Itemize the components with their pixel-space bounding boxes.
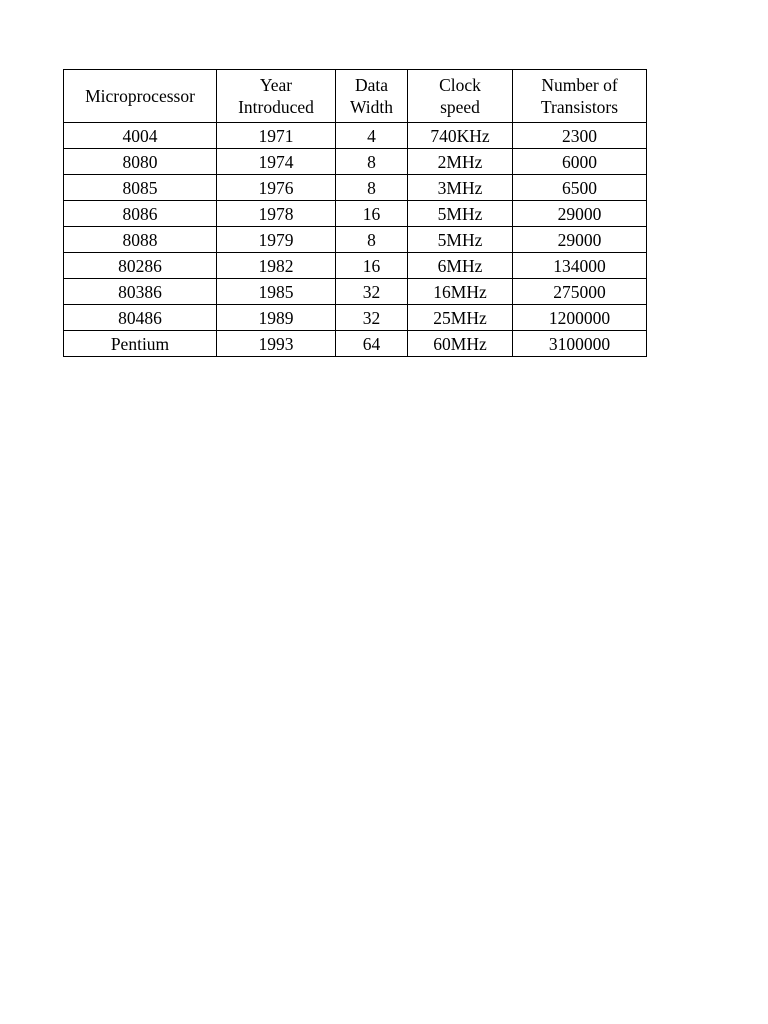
- cell-year: 1974: [217, 149, 336, 175]
- cell-clock-speed: 3MHz: [408, 175, 513, 201]
- table-row: [64, 175, 647, 201]
- table-row: [64, 305, 647, 331]
- header-year-introduced-line-1: Year: [259, 75, 293, 95]
- cell-clock-speed: 60MHz: [408, 331, 513, 357]
- cell-data-width: 16: [336, 201, 408, 227]
- microprocessor-table: [63, 69, 647, 357]
- cell-microprocessor: Pentium: [64, 331, 217, 357]
- header-year-introduced-line-2: Introduced: [238, 97, 314, 117]
- cell-year: 1982: [217, 253, 336, 279]
- cell-transistors: 134000: [513, 253, 647, 279]
- cell-year: 1989: [217, 305, 336, 331]
- cell-year: 1978: [217, 201, 336, 227]
- cell-data-width: 8: [336, 149, 408, 175]
- table-row: [64, 149, 647, 175]
- cell-year: 1971: [217, 123, 336, 149]
- cell-microprocessor: 80386: [64, 279, 217, 305]
- cell-year: 1979: [217, 227, 336, 253]
- table-row: [64, 201, 647, 227]
- cell-data-width: 16: [336, 253, 408, 279]
- cell-transistors: 29000: [513, 201, 647, 227]
- cell-microprocessor: 8088: [64, 227, 217, 253]
- header-microprocessor-line: Microprocessor: [85, 86, 195, 106]
- cell-microprocessor: 8085: [64, 175, 217, 201]
- header-microprocessor: [64, 70, 217, 123]
- cell-clock-speed: 5MHz: [408, 227, 513, 253]
- cell-data-width: 8: [336, 175, 408, 201]
- cell-clock-speed: 2MHz: [408, 149, 513, 175]
- cell-transistors: 2300: [513, 123, 647, 149]
- cell-clock-speed: 5MHz: [408, 201, 513, 227]
- cell-microprocessor: 8080: [64, 149, 217, 175]
- table-row: [64, 227, 647, 253]
- cell-transistors: 1200000: [513, 305, 647, 331]
- cell-data-width: 8: [336, 227, 408, 253]
- cell-data-width: 4: [336, 123, 408, 149]
- table-header-row: [64, 70, 647, 123]
- cell-microprocessor: 80286: [64, 253, 217, 279]
- header-year-introduced: [217, 70, 336, 123]
- cell-microprocessor: 8086: [64, 201, 217, 227]
- cell-transistors: 29000: [513, 227, 647, 253]
- cell-year: 1993: [217, 331, 336, 357]
- header-number-of-transistors-line-2: Transistors: [540, 97, 619, 117]
- cell-data-width: 32: [336, 305, 408, 331]
- cell-data-width: 64: [336, 331, 408, 357]
- table-row: [64, 253, 647, 279]
- table-row: [64, 123, 647, 149]
- cell-transistors: 6500: [513, 175, 647, 201]
- header-clock-speed-line-1: Clock: [439, 75, 481, 95]
- cell-transistors: 3100000: [513, 331, 647, 357]
- table-body: [64, 123, 647, 357]
- header-clock-speed: [408, 70, 513, 123]
- header-number-of-transistors-line-1: Number of: [541, 75, 618, 95]
- cell-year: 1985: [217, 279, 336, 305]
- header-data-width: [336, 70, 408, 123]
- header-clock-speed-line-2: speed: [440, 97, 480, 117]
- cell-data-width: 32: [336, 279, 408, 305]
- cell-transistors: 275000: [513, 279, 647, 305]
- cell-clock-speed: 740KHz: [408, 123, 513, 149]
- table-row: [64, 331, 647, 357]
- cell-year: 1976: [217, 175, 336, 201]
- header-data-width-line-2: Width: [349, 97, 394, 117]
- table-row: [64, 279, 647, 305]
- cell-clock-speed: 6MHz: [408, 253, 513, 279]
- cell-transistors: 6000: [513, 149, 647, 175]
- cell-microprocessor: 80486: [64, 305, 217, 331]
- cell-clock-speed: 16MHz: [408, 279, 513, 305]
- cell-clock-speed: 25MHz: [408, 305, 513, 331]
- cell-microprocessor: 4004: [64, 123, 217, 149]
- header-data-width-line-1: Data: [354, 75, 389, 95]
- header-number-of-transistors: [513, 70, 647, 123]
